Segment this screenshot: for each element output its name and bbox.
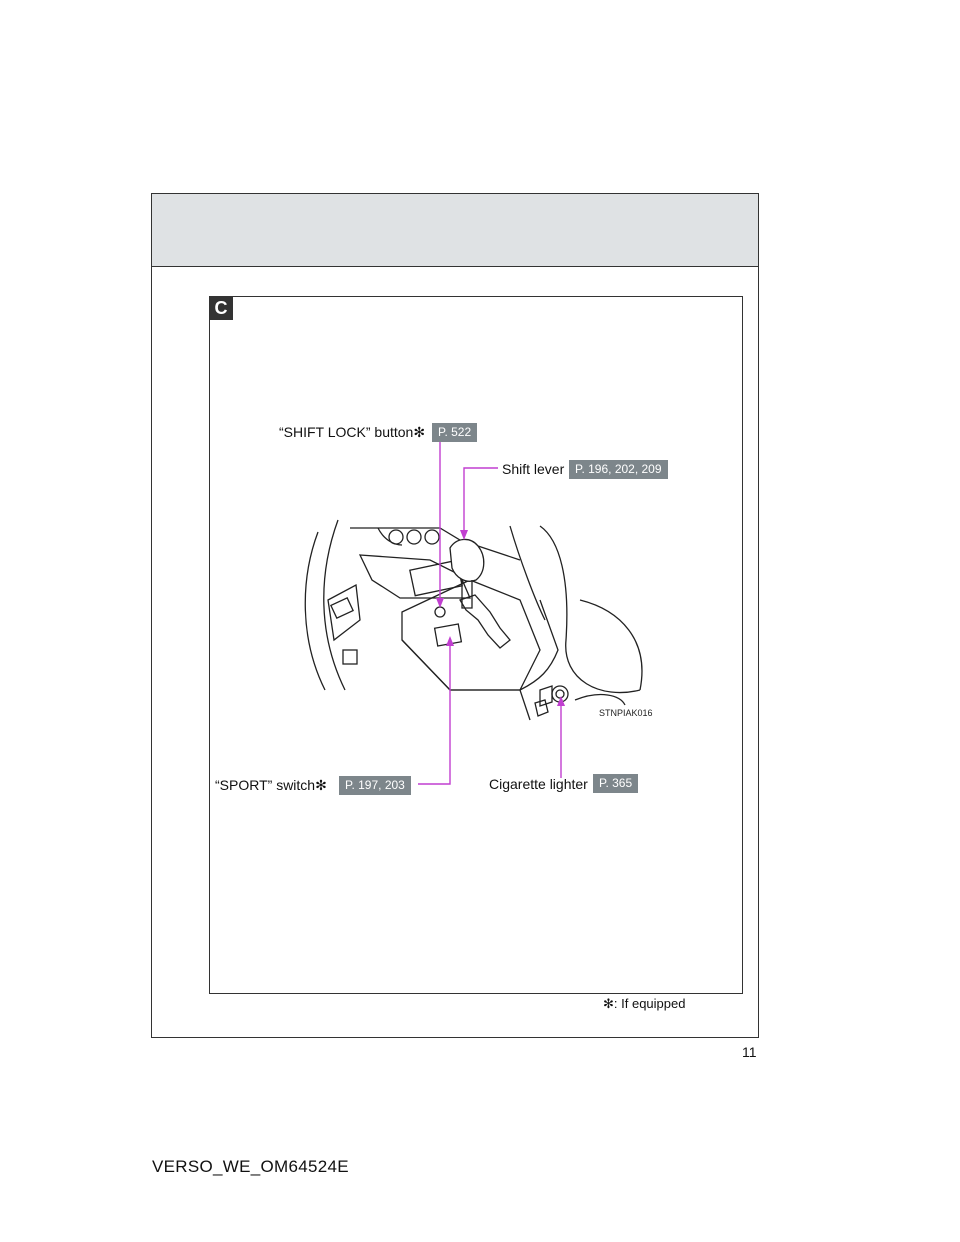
steering-wheel-outer — [305, 532, 325, 690]
cigarette-lighter-page-ref[interactable]: P. 365 — [593, 774, 638, 793]
vent-knob-1 — [389, 530, 403, 544]
shift-gate — [460, 595, 510, 648]
steering-button-2 — [343, 650, 357, 664]
vent-knob-2 — [407, 530, 421, 544]
shift-lock-label: “SHIFT LOCK” button✻ — [279, 424, 426, 440]
accessory-socket — [535, 700, 548, 716]
console-front — [402, 640, 530, 720]
sport-switch-label: “SPORT” switch✻ — [215, 777, 327, 793]
shift-lever-page-ref[interactable]: P. 196, 202, 209 — [569, 460, 668, 479]
asterisk-icon: ✻ — [315, 777, 327, 793]
page-number: 11 — [742, 1044, 757, 1060]
footnote: ✻: If equipped — [603, 996, 686, 1011]
section-badge: C — [209, 296, 233, 320]
shift-lock-page-ref[interactable]: P. 522 — [432, 423, 477, 442]
document-code: VERSO_WE_OM64524E — [152, 1157, 349, 1176]
steering-button — [331, 598, 353, 618]
cable — [575, 695, 625, 705]
sport-switch-page-ref[interactable]: P. 197, 203 — [339, 776, 411, 795]
illustration-code: STNPIAK016 — [599, 708, 653, 718]
callout-line-shift-lever — [464, 468, 498, 532]
seat-outline — [540, 526, 640, 693]
asterisk-icon: ✻ — [603, 996, 614, 1011]
vent-knob-3 — [425, 530, 439, 544]
shift-lock-button-illus — [435, 607, 445, 617]
cigarette-lighter-label: Cigarette lighter — [489, 776, 588, 792]
callout-arrow-shift-lock — [436, 598, 444, 608]
seat-cushion — [580, 600, 642, 690]
seat-back — [510, 526, 545, 620]
steering-spoke — [328, 585, 360, 640]
steering-wheel-inner — [324, 520, 345, 690]
shift-lever-label: Shift lever — [502, 461, 565, 477]
callout-arrow-shift-lever — [460, 530, 468, 540]
callout-line-sport — [418, 642, 450, 784]
callout-arrow-sport — [446, 636, 454, 646]
asterisk-icon: ✻ — [413, 424, 426, 440]
